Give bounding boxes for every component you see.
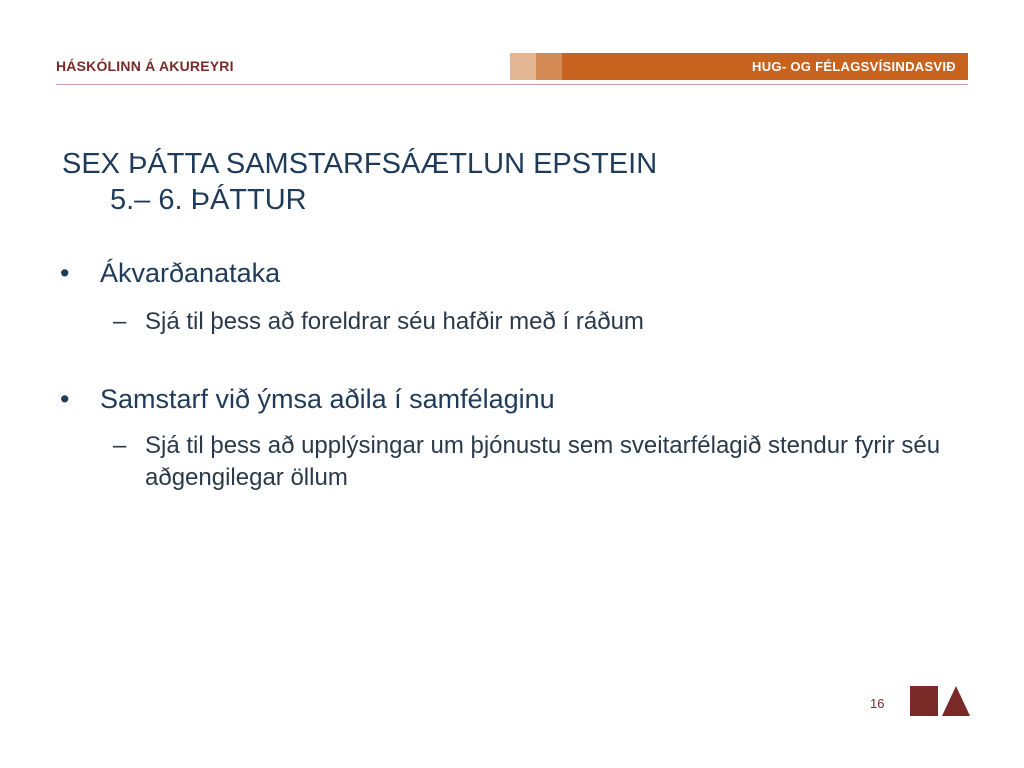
header-faculty-band <box>562 53 968 80</box>
page-number: 16 <box>870 696 885 711</box>
header-color-block-mid <box>536 53 562 80</box>
bullet-marker: • <box>60 258 70 288</box>
faculty-name: HUG- OG FÉLAGSVÍSINDASVIÐ <box>752 59 956 74</box>
bullet-marker: • <box>60 384 70 414</box>
slide-title <box>62 146 962 218</box>
sub-bullet-item <box>113 430 968 494</box>
bullet-item <box>58 382 968 416</box>
header-divider <box>56 84 968 85</box>
sub-bullet-text: Sjá til þess að foreldrar séu hafðir með í ráðum <box>145 308 644 335</box>
slide-title-line1: SEX ÞÁTTA SAMSTARFSÁÆTLUN EPSTEIN <box>62 148 658 180</box>
bullet-text: Samstarf við ýmsa aðila í samfélaginu <box>100 384 555 414</box>
bullet-item <box>58 256 968 290</box>
slide-body <box>58 252 968 494</box>
sub-bullet-item <box>113 306 968 338</box>
unak-logo-icon <box>910 684 972 718</box>
header-color-block-light <box>510 53 536 80</box>
university-name: HÁSKÓLINN Á AKUREYRI <box>56 58 234 74</box>
slide-title-line2: 5.– 6. ÞÁTTUR <box>110 184 307 216</box>
sub-bullet-marker: – <box>113 432 127 459</box>
bullet-text: Ákvarðanataka <box>100 258 281 288</box>
sub-bullet-marker: – <box>113 308 127 335</box>
sub-bullet-text: Sjá til þess að upplýsingar um þjónustu sem sveitarfélagið stendur fyrir séu aðgengilegar öllum <box>145 432 941 491</box>
